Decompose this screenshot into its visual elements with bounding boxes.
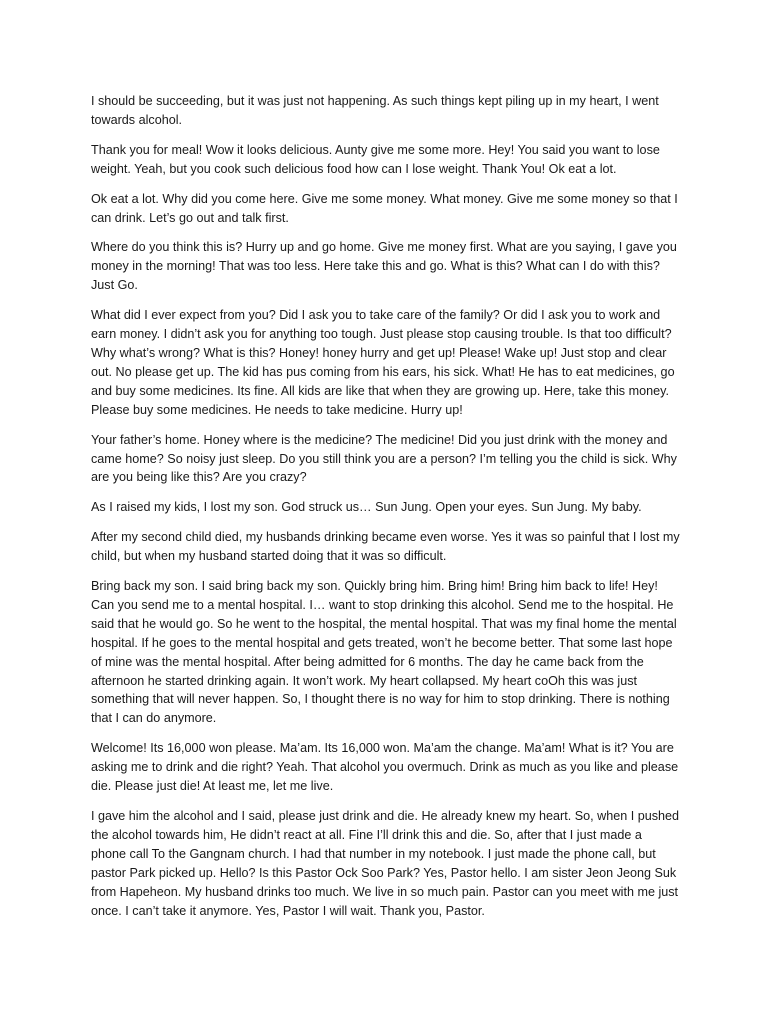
paragraph: Ok eat a lot. Why did you come here. Give me some money. What money. Give me some money so that I can drink. Let’s go out and talk first.	[91, 191, 678, 225]
paragraph: I should be succeeding, but it was just not happening. As such things kept piling up in my heart, I went towards alcohol.	[91, 94, 659, 127]
paragraph: Your father’s home. Honey where is the medicine? The medicine! Did you just drink with the money and came home? So noisy just sleep. Do you still think you are a person? I’m telling you the child is sick. Why are you being like this? Are you crazy?	[91, 432, 677, 485]
paragraph: Welcome! Its 16,000 won please. Ma’am. Its 16,000 won. Ma’am the change. Ma’am! What is it? You are asking me to drink and die right? Yeah. That alcohol you overmuch. Drink as much as you like and please die. Please just die! At least me, let me live.	[91, 741, 679, 794]
paragraph: After my second child died, my husbands drinking became even worse. Yes it was so painful that I lost my child, but when my husband started doing that it was so difficult.	[91, 530, 680, 564]
paragraph: Thank you for meal! Wow it looks delicious. Aunty give me some more. Hey! You said you want to lose weight. Yeah, but you cook such delicious food how can I lose weight. Thank You! Ok eat a lot.	[91, 142, 660, 176]
paragraph: Bring back my son. I said bring back my son. Quickly bring him. Bring him! Bring him back to life! Hey! Can you send me to a mental hospital. I… want to stop drinking this alcohol. Send me to the hospital. He said that he would go. So he went to the hospital, the mental hospital. That was my final home the mental hospital. If he goes to the mental hospital and gets treated, won’t he become better. That some last hope of mine was the mental hospital. After being admitted for 6 months. The day he came back from the afternoon he started drinking again. It won’t work. My heart collapsed. My heart coOh this was just something that will never happen. So, I thought there is no way for him to stop drinking. There is nothing that I can do anymore.	[91, 579, 677, 726]
paragraph: As I raised my kids, I lost my son. God struck us… Sun Jung. Open your eyes. Sun Jung. My baby.	[91, 500, 642, 515]
paragraph: What did I ever expect from you? Did I ask you to take care of the family? Or did I ask you to work and earn money. I didn’t ask you for anything too tough. Just please stop causing trouble. Is that too difficult? Why what’s wrong? What is this? Honey! honey hurry and get up! Please! Wake up! Just stop and clear out. No please get up. The kid has pus coming from his ears, his sick. What! He has to eat medicines, go and buy some medicines. Its fine. All kids are like that when they are growing up. Here, take this money. Please buy some medicines. He needs to take medicine. Hurry up!	[91, 308, 675, 417]
paragraph: I gave him the alcohol and I said, please just drink and die. He already knew my heart. So, when I pushed the alcohol towards him, He didn’t react at all. Fine I’ll drink this and die. So, after that I just made a phone call To the Gangnam church. I had that number in my notebook. I just made the phone call, but pastor Park picked up. Hello? Is this Pastor Ock Soo Park? Yes, Pastor hello. I am sister Jeon Jeong Suk from Hapeheon. My husband drinks too much. We live in so much pain. Pastor can you meet with me just once. I can’t take it anymore. Yes, Pastor I will wait. Thank you, Pastor.	[91, 809, 680, 918]
paragraph: Where do you think this is? Hurry up and go home. Give me money first. What are you saying, I gave you money in the morning! That was too less. Here take this and go. What is this? What can I do with this? Just Go.	[91, 240, 677, 293]
